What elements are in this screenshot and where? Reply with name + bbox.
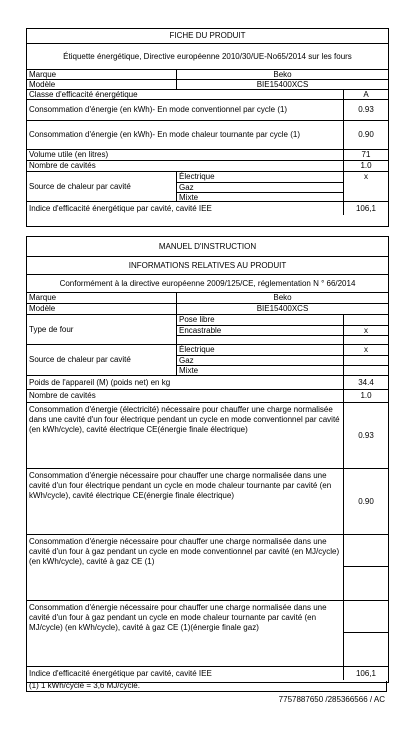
manuel-marque-value: Beko (176, 293, 388, 303)
manuel-source-electrique-value: x (343, 345, 388, 355)
manuel-subtitle-row (27, 256, 388, 274)
fiche-conso1-row (27, 99, 388, 120)
manuel-cavites-label: Nombre de cavités (29, 391, 96, 400)
footnote: (1) 1 kWh/cycle = 3,6 MJ/cycle. (26, 681, 387, 692)
manuel-source-row (27, 344, 388, 375)
manuel-poids-row (27, 375, 388, 389)
marque-value: Beko (176, 70, 388, 79)
modele-label: Modèle (29, 80, 56, 89)
conso-elec-conv-value: 0.93 (343, 403, 388, 468)
fiche-title: FICHE DU PRODUIT (169, 31, 246, 40)
classe-label: Classe d'efficacité énergétique (29, 90, 138, 99)
manuel-iee-value: 106,1 (343, 667, 388, 680)
manuel-marque-row (27, 292, 388, 303)
type-encastrable-value: x (343, 325, 388, 335)
manuel-subtitle: INFORMATIONS RELATIVES AU PRODUIT (128, 260, 287, 270)
fiche-conso2-row (27, 120, 388, 149)
conso-gaz-conv-value (343, 535, 388, 566)
source-label: Source de chaleur par cavité (29, 181, 131, 191)
source-electrique: Électrique (176, 172, 343, 182)
manuel-source-label: Source de chaleur par cavité (29, 355, 131, 364)
manuel-directive-row (27, 274, 388, 292)
manuel-source-gaz-value (343, 355, 388, 365)
cavites-value: 1.0 (343, 161, 388, 171)
classe-value: A (343, 90, 388, 99)
manuel-cavites-row (27, 389, 388, 402)
source-gaz-value (343, 182, 388, 192)
volume-label: Volume utile (en litres) (29, 150, 109, 159)
document-code: 7757887650 /285366566 / AC (278, 695, 385, 704)
manuel-cavites-value: 1.0 (343, 390, 388, 402)
manuel-modele-label: Modèle (29, 304, 56, 313)
fiche-classe-row (27, 89, 388, 99)
conso-gaz-tourn-value-2 (343, 632, 388, 666)
manuel-source-mixte: Mixte (176, 365, 343, 376)
manuel-source-electrique: Électrique (176, 345, 343, 355)
manuel-conso-gaz-conv-row (27, 534, 388, 600)
fiche-iee-row (27, 201, 388, 215)
fiche-cavites-row (27, 160, 388, 171)
manuel-conso-elec-conv-row (27, 402, 388, 468)
fiche-volume-row (27, 149, 388, 160)
modele-value: BIE15400XCS (176, 80, 388, 89)
cavites-label: Nombre de cavités (29, 161, 96, 170)
conso1-value: 0.93 (343, 100, 388, 120)
type-pose-libre-value (343, 315, 388, 325)
fiche-subtitle-row (27, 43, 388, 69)
type-pose-libre: Pose libre (176, 315, 343, 325)
conso-elec-conv-label: Consommation d'énergie (électricité) nécessaire pour chauffer une charge normalisée dans une cavité d'un four électrique pendant un cycle en mode conventionnel par cavité (en kWh/cycle), cavité électrique CE(énergie finale électrique) (29, 405, 340, 434)
manuel-title-row (27, 237, 388, 256)
iee-label: Indice d'efficacité énergétique par cavité, cavité IEE (29, 203, 212, 213)
conso-elec-tourn-value: 0.90 (343, 469, 388, 534)
manuel-conso-gaz-tourn-row (27, 600, 388, 666)
conso-gaz-tourn-value (343, 601, 388, 632)
type-label: Type de four (29, 324, 74, 334)
conso-gaz-tourn-label: Consommation d'énergie nécessaire pour chauffer une charge normalisée dans une cavité d'un four à gaz pendant un cycle en mode chaleur tournante par cavité (en MJ/cycle) (en kWh/cycle), cavité à gaz CE (1)(énergie finale gaz) (29, 603, 327, 632)
fiche-produit-table (26, 28, 389, 227)
manuel-source-gaz: Gaz (176, 355, 343, 365)
manuel-iee-label: Indice d'efficacité énergétique par cavité, cavité IEE (29, 668, 212, 678)
conso2-label: Consommation d'énergie (en kWh)- En mode chaleur tournante par cycle (1) (29, 130, 300, 139)
conso2-value: 0.90 (343, 121, 388, 149)
fiche-modele-row (27, 79, 388, 89)
conso-elec-tourn-label: Consommation d'énergie nécessaire pour chauffer une charge normalisée dans une cavité d'un four électrique pendant un cycle en mode chaleur tournante par cavité (en kWh/cycle), cavité électrique CE(énergie finale électrique) (29, 471, 332, 500)
manuel-title: MANUEL D'INSTRUCTION (158, 241, 257, 251)
fiche-marque-row (27, 69, 388, 79)
fiche-title-row (27, 29, 388, 43)
iee-value: 106,1 (343, 202, 388, 215)
conso-gaz-conv-value-2 (343, 566, 388, 600)
marque-label: Marque (29, 70, 57, 79)
manuel-conso-elec-tourn-row (27, 468, 388, 534)
source-gaz: Gaz (176, 182, 343, 192)
conso1-label: Consommation d'énergie (en kWh)- En mode conventionnel par cycle (1) (29, 105, 288, 114)
conso-gaz-conv-label: Consommation d'énergie nécessaire pour chauffer une charge normalisée dans une cavité d'un four à gaz pendant un cycle en mode conventionnel par cavité (en MJ/cycle) (en kWh/cycle), cavité à gaz CE (1) (29, 537, 340, 566)
source-mixte: Mixte (176, 192, 343, 202)
poids-value: 34.4 (343, 376, 388, 389)
type-encastrable: Encastrable (176, 325, 343, 335)
source-electrique-value: x (343, 172, 388, 182)
manuel-marque-label: Marque (29, 293, 57, 302)
manuel-modele-row (27, 303, 388, 314)
manuel-instruction-table (26, 236, 389, 683)
manuel-type-row (27, 314, 388, 344)
manuel-modele-value: BIE15400XCS (176, 304, 388, 314)
manuel-iee-row (27, 666, 388, 680)
manuel-directive: Conformément à la directive européenne 2009/125/CE, réglementation N ° 66/2014 (59, 278, 356, 288)
fiche-source-row (27, 171, 388, 201)
volume-value: 71 (343, 150, 388, 160)
poids-label: Poids de l'appareil (M) (poids net) en kg (29, 377, 171, 387)
fiche-subtitle: Étiquette énergétique, Directive européenne 2010/30/UE-No65/2014 sur les fours (63, 51, 352, 61)
